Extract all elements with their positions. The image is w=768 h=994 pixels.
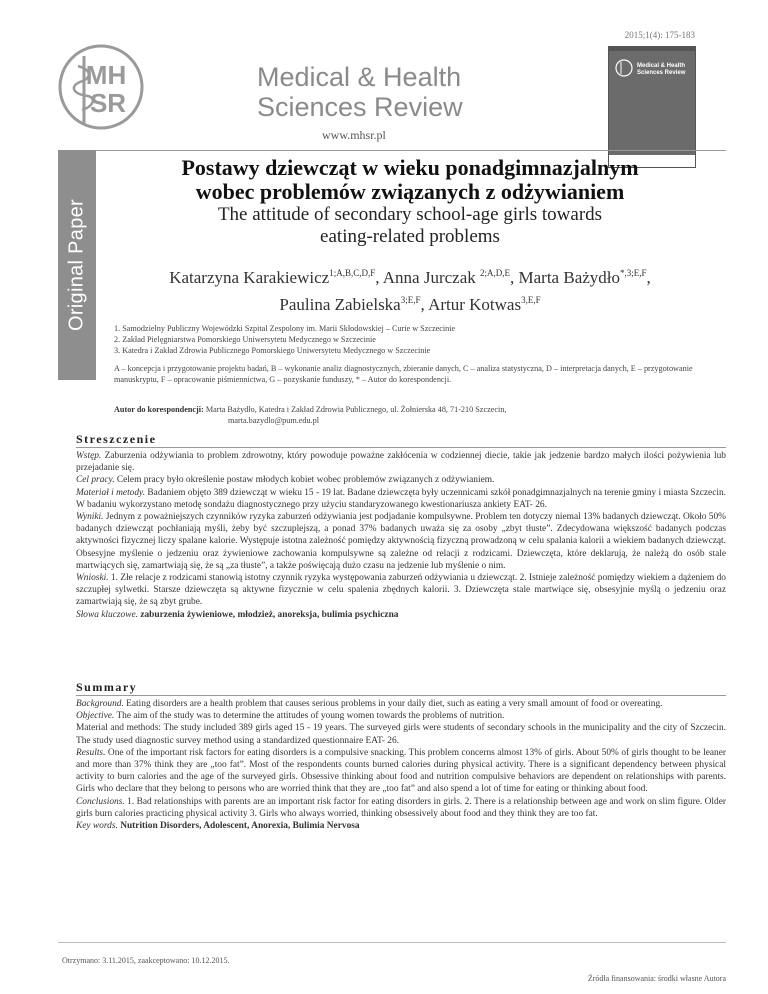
summary-body [76,698,726,832]
abstract-label: Cel pracy. [76,475,115,486]
keywords-text: zaburzenia żywieniowe, młodzież, anoreksja, bulimia psychiczna [137,609,399,620]
abstract-text: Jednym z poważniejszych czynników ryzyka zaburzeń odżywiania jest podjadanie kompulsywne. Problem ten dotyczy niemal 13% badanych dziewcząt. Około 50% badanych dziewcząt pochłaniają myśli, żeby być szczuplejszą, a ponad 37% badanych uważa się za osoby „zbyt tłuste”. Zdecydowana większość badanych podczas aktywności fizycznej liczy spalane kalorie. Występuje istotna zależność pomiędzy aktywnością fizyczną prowadzoną w celu spalania kalorii a wiekiem badanych dziewcząt. Obsesyjne myślenie o jedzeniu oraz żywieniowe zachowania kompulsywne są zależne od relacji z rodzicami. Dziewczęta, które deklarują, że należą do osób stale martwiących się, zamartwiają się, że są „za tłuste”, a także poświęcają dużo czasu na jedzenie lub myślenie o nim. [76,512,726,571]
title-english-line2: eating-related problems [320,226,500,247]
svg-text:MH: MH [85,60,127,90]
correspondence-email[interactable]: marta.bazydlo@pum.edu.pl [228,416,319,425]
caduceus-logo-icon [58,44,144,130]
summary-paragraph [76,747,726,796]
affiliation-item: 2. Zakład Pielęgniarstwa Pomorskiego Uniwersytetu Medycznego w Szczecinie [114,335,376,344]
author-name: Katarzyna Karakiewicz [169,268,330,287]
funding-source: Źródła finansowania: środki własne Autora [587,974,726,983]
author-line-2 [110,289,710,316]
author-separator: , [646,268,651,287]
keywords-label: Słowa kluczowe. [76,609,138,620]
affiliation-item: 1. Samodzielny Publiczny Wojewódzki Szpital Zespolony im. Marii Skłodowskiej – Curie w Szczecinie [114,324,456,333]
abstract-label: Wyniki. [76,512,104,523]
summary-label: Objective. [76,711,115,722]
journal-logo [58,44,144,130]
abstract-keywords [76,609,726,621]
affiliation-list [114,323,714,356]
title-english [110,204,710,248]
correspondence-label: Autor do korespondencji: [114,405,204,414]
author-list [110,262,710,316]
author-affiliation-sup: *,3;E,F [620,268,647,278]
author-contributions: A – koncepcja i przygotowanie projektu badań, B – wykonanie analiz diagnostycznych, zbieranie danych, C – analiza statystyczna, D – interpretacja danych, E – przygotowanie manuskryptu, F – opracowanie piśmiennictwa, G – pozyskanie funduszy, * – Autor do korespondencji. [114,364,693,384]
cover-title-line1: Medical & Health [637,63,686,69]
summary-heading: Summary [76,680,138,694]
summary-paragraph [76,698,726,710]
abstract-paragraph [76,487,726,511]
cover-title [637,63,685,77]
cover-logo-icon [615,59,633,77]
summary-rule [76,695,726,696]
cover-top-bar [609,47,695,51]
abstract-paragraph [76,572,726,609]
summary-paragraph [76,722,726,746]
abstract-label: Wstęp. [76,451,102,461]
streszczenie-rule [76,447,726,448]
streszczenie-heading: Streszczenie [76,432,157,446]
author-line-1 [110,262,710,289]
keywords-text: Nutrition Disorders, Adolescent, Anorexia, Bulimia Nervosa [117,821,360,832]
journal-title-line1: Medical & Health [257,62,462,92]
header-divider [96,150,726,151]
article-type-label: Original Paper [65,198,88,332]
affiliation-item: 3. Katedra i Zakład Zdrowia Publicznego Pomorskiego Uniwersytetu Medycznego w Szczecinie [114,346,431,355]
author-separator: , [510,268,519,287]
summary-text: One of the important risk factors for eating disorders is a compulsive snacking. This problem concerns almost 13% of girls. About 50% of girls thought to be leaner and more than 37% think they are „too fat”. Most of the respondents counts burned calories during physical activity. There is a significant dependency between physical activity to burn calories and the age of the surveyed girls. Obsessive thinking about food and nutrition compulsive behaviors are dependent on relationships with parents. Girls who declare that they belong to persons who are worried think that they are „too fat” and also spend a lot of time for eating or thinking about food. [76,747,726,795]
article-type-band [58,150,96,380]
abstract-text: Badaniem objęto 389 dziewcząt w wieku 15 - 19 lat. Badane dziewczęta były uczennicami szkół ponadgimnazjalnych na terenie gminy i miasta Szczecin. W badaniu wykorzystano metodę sondażu diagnostycznego przy użyciu standaryzowanego kwestionariusza ankiety EAT- 26. [76,487,726,510]
title-polish-line1: Postawy dziewcząt w wieku ponadgimnazjalnym [181,155,639,180]
summary-text: The aim of the study was to determine the attitudes of young women towards the problems of nutrition. [114,711,505,722]
streszczenie-body [76,450,726,621]
author-affiliation-sup: 2;A,D,E [480,268,511,278]
title-polish [110,156,710,204]
author-separator: , [420,295,429,314]
author-name: Paulina Zabielska [279,295,401,314]
journal-title [257,62,463,122]
journal-url[interactable]: www.mhsr.pl [322,128,386,142]
author-affiliation-sup: 3,E,F [521,295,541,305]
abstract-paragraph [76,474,726,486]
keywords-label: Key words. [76,821,118,832]
author-name: Artur Kotwas [428,295,522,314]
cover-title-line2: Sciences Review [637,70,686,76]
abstract-text: Celem pracy było określenie postaw młodych kobiet wobec problemów związanych z odżywianiem. [114,475,495,486]
summary-label: Results. [76,747,106,758]
footer-divider [58,942,726,943]
abstract-paragraph [76,450,726,474]
abstract-label: Materiał i metody. [76,487,146,498]
summary-label: Background. [76,699,124,709]
journal-title-line2: Sciences Review [257,92,463,122]
author-affiliation-sup: 1;A,B,C,D,F [329,268,376,278]
citation: 2015;1(4): 175-183 [624,30,695,40]
abstract-text: 1. Złe relacje z rodzicami stanowią istotny czynnik ryzyka występowania zaburzeń odżywiania u dziewcząt. 2. Istnieje zależność pomiędzy wiekiem a dążeniem do szczupłej sylwetki. Starsze dziewczęta są aktywne fizycznie w celu spalenia zbędnych kalorii. 3. Dziewczęta stale martwiące się, obsesyjnie myślą o jedzeniu oraz zamartwiają się, że są zbyt grube. [76,573,726,608]
abstract-paragraph [76,511,726,572]
received-dates: Otrzymano: 3.11.2015, zaakceptowano: 10.12.2015. [62,956,230,965]
author-affiliation-sup: 3;E,F [400,295,421,305]
abstract-text: Zaburzenia odżywiania to problem zdrowotny, który powoduje poważne zakłócenia w codziennej diecie, takie jak jedzenie bardzo małych ilości pożywienia lub przejadanie się. [76,451,726,474]
summary-label: Conclusions. [76,796,125,807]
summary-text: Material and methods: The study included 389 girls aged 15 - 19 years. The surveyed girls were students of secondary schools in the municipality and the city of Szczecin. The study used diagnostic survey method using a standardized questionnaire EAT- 26. [76,723,726,746]
summary-paragraph [76,796,726,820]
title-english-line1: The attitude of secondary school-age girls towards [217,204,603,225]
svg-text:SR: SR [89,88,127,118]
author-separator: , [375,268,383,287]
summary-text: 1. Bad relationships with parents are an important risk factor for eating disorders in girls. 2. There is a relationship between age and work on slim figure. Older girls burn calories practicing physical activity 3. Girls who always worried, thinking obsessively about food and they think they are too fat. [76,796,726,819]
summary-keywords [76,820,726,832]
summary-text: Eating disorders are a health problem that causes serious problems in your daily diet, such as eating a very small amount of food or overeating. [123,699,663,709]
correspondence-address: Marta Bażydło, Katedra i Zakład Zdrowia Publicznego, ul. Żołnierska 48, 71-210 Szczecin, [205,405,507,414]
author-name: Marta Bażydło [518,268,621,287]
correspondence [114,404,726,426]
author-name: Anna Jurczak [382,268,481,287]
abstract-label: Wnioski. [76,573,109,584]
title-polish-line2: wobec problemów związanych z odżywianiem [195,179,625,204]
summary-paragraph [76,710,726,722]
